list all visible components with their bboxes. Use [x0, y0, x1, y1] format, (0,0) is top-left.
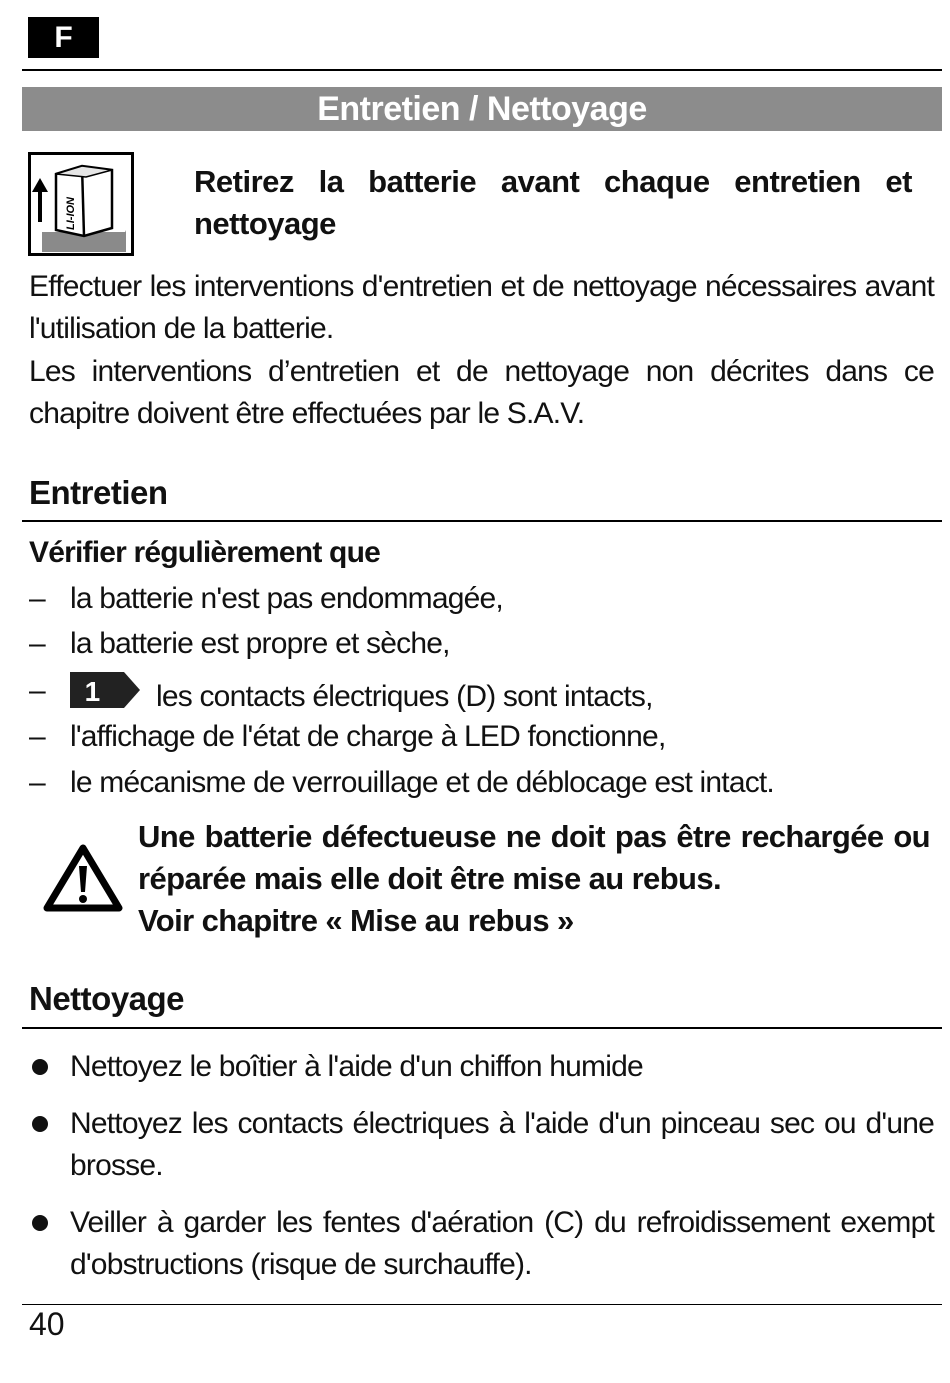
warning-icon [42, 842, 124, 914]
cleaning-item: Veiller à garder les fentes d'aération (C) du refroidissement exempt d'obstructions (risque de surchauffe). [29, 1202, 934, 1286]
dash-marker: – [29, 627, 45, 660]
dash-marker: – [29, 582, 45, 615]
svg-text:LI-ION: LI-ION [65, 197, 77, 230]
bullet-dot [32, 1059, 48, 1075]
dash-marker: – [29, 674, 45, 707]
page-number: 40 [29, 1306, 65, 1342]
battery-removal-icon [28, 152, 134, 256]
cleaning-item: Nettoyez les contacts électriques à l'aide d'un pinceau sec ou d'une brosse. [29, 1103, 934, 1187]
step-number: 1 [84, 676, 100, 707]
cleaning-heading: Nettoyage [29, 980, 185, 1017]
maintenance-rule [22, 520, 942, 522]
intro-paragraph-1: Effectuer les interventions d'entretien et de nettoyage nécessaires avant l'utilisation de la batterie. [29, 270, 934, 345]
battery-removal-notice: Retirez la batterie avant chaque entretien et nettoyage [194, 164, 912, 241]
section-banner: Entretien / Nettoyage [22, 87, 942, 131]
cleaning-item: Nettoyez le boîtier à l'aide d'un chiffon humide [29, 1046, 934, 1088]
header-rule [22, 69, 942, 71]
dash-marker: – [29, 720, 45, 753]
intro-paragraph-2: Les interventions d’entretien et de nettoyage non décrites dans ce chapitre doivent être effectuées par le S.A.V. [29, 355, 934, 430]
cleaning-rule [22, 1027, 942, 1029]
bullet-dot [32, 1215, 48, 1231]
step-1-badge [70, 670, 142, 718]
dash-marker: – [29, 766, 45, 799]
warning-text: Une batterie défectueuse ne doit pas être rechargée ou réparée mais elle doit être mise au rebus. Voir chapitre « Mise au rebus » [138, 819, 930, 938]
check-subheading: Vérifier régulièrement que [29, 536, 380, 569]
footer-rule [22, 1304, 942, 1305]
bullet-dot [32, 1116, 48, 1132]
maintenance-heading: Entretien [29, 474, 168, 511]
language-badge: F [28, 17, 99, 58]
